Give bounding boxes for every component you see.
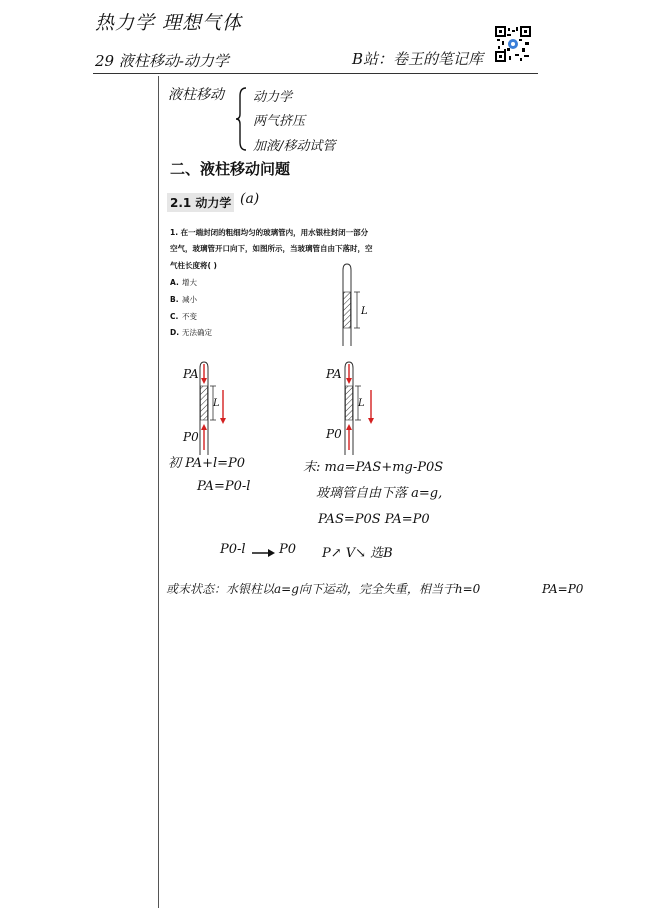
pressure-from: P0-l — [220, 542, 246, 557]
final-result: PAS=P0S PA=P0 — [318, 512, 430, 527]
left-length-label: L — [213, 398, 220, 409]
margin-line — [158, 76, 159, 908]
option-text: 不变 — [182, 312, 197, 321]
option-text: 增大 — [182, 278, 197, 287]
alternative-state-note: 或末状态：水银柱以a=g向下运动，完全失重，相当于h=0 — [166, 582, 481, 596]
mindmap-item: 加液/移动试管 — [253, 139, 336, 154]
option-text: 无法确定 — [182, 328, 212, 337]
right-bottom-pressure: P0 — [326, 427, 342, 441]
option-letter: A. — [170, 278, 179, 287]
initial-result: PA=P0-l — [197, 479, 251, 494]
option-d — [170, 327, 212, 338]
option-letter: C. — [170, 312, 179, 321]
answer-note: P↗ V↘ 选B — [322, 546, 393, 561]
option-b — [170, 294, 197, 305]
alternative-state-result: PA=P0 — [542, 582, 584, 596]
option-letter: D. — [170, 328, 180, 337]
free-fall-note: 玻璃管自由下落 a=g, — [316, 486, 443, 501]
pressure-to: P0 — [279, 542, 297, 557]
left-bottom-pressure: P0 — [183, 430, 199, 444]
question-line: 1. 在一端封闭的粗细均匀的玻璃管内，用水银柱封闭一部分 — [170, 228, 369, 237]
right-top-pressure: PA — [326, 367, 342, 381]
initial-equation: 初 PA+l=P0 — [168, 456, 246, 471]
left-top-pressure: PA — [183, 367, 199, 381]
question-line: 空气，玻璃管开口向下，如图所示，当玻璃管自由下落时，空 — [170, 244, 373, 253]
qr-code-icon — [495, 26, 531, 62]
final-equation: 末: ma=PAS+mg-P0S — [303, 460, 444, 475]
section-heading: 二、液柱移动问题 — [170, 160, 291, 178]
option-c — [170, 311, 197, 322]
subsection-heading: 2.1 动力学 — [167, 193, 234, 212]
tube-figure — [335, 262, 375, 346]
page-title: 热力学 理想气体 — [95, 12, 243, 34]
length-label: L — [361, 306, 368, 317]
question-line: 气柱长度将( ) — [170, 261, 217, 270]
lesson-subtitle: 29 液柱移动-动力学 — [95, 52, 229, 70]
mindmap-key: 液柱移动 — [168, 87, 224, 103]
brace-icon — [234, 86, 250, 152]
right-length-label: L — [358, 398, 365, 409]
mindmap-item: 动力学 — [253, 90, 293, 105]
option-text: 减小 — [182, 295, 197, 304]
mindmap-item: 两气挤压 — [253, 114, 306, 129]
option-letter: B. — [170, 295, 179, 304]
arrow-right-icon — [252, 548, 276, 558]
channel-label: B站：卷王的笔记库 — [352, 50, 484, 68]
header-divider — [93, 73, 538, 74]
option-a — [170, 277, 197, 288]
subsection-annotation: (a) — [240, 191, 260, 207]
